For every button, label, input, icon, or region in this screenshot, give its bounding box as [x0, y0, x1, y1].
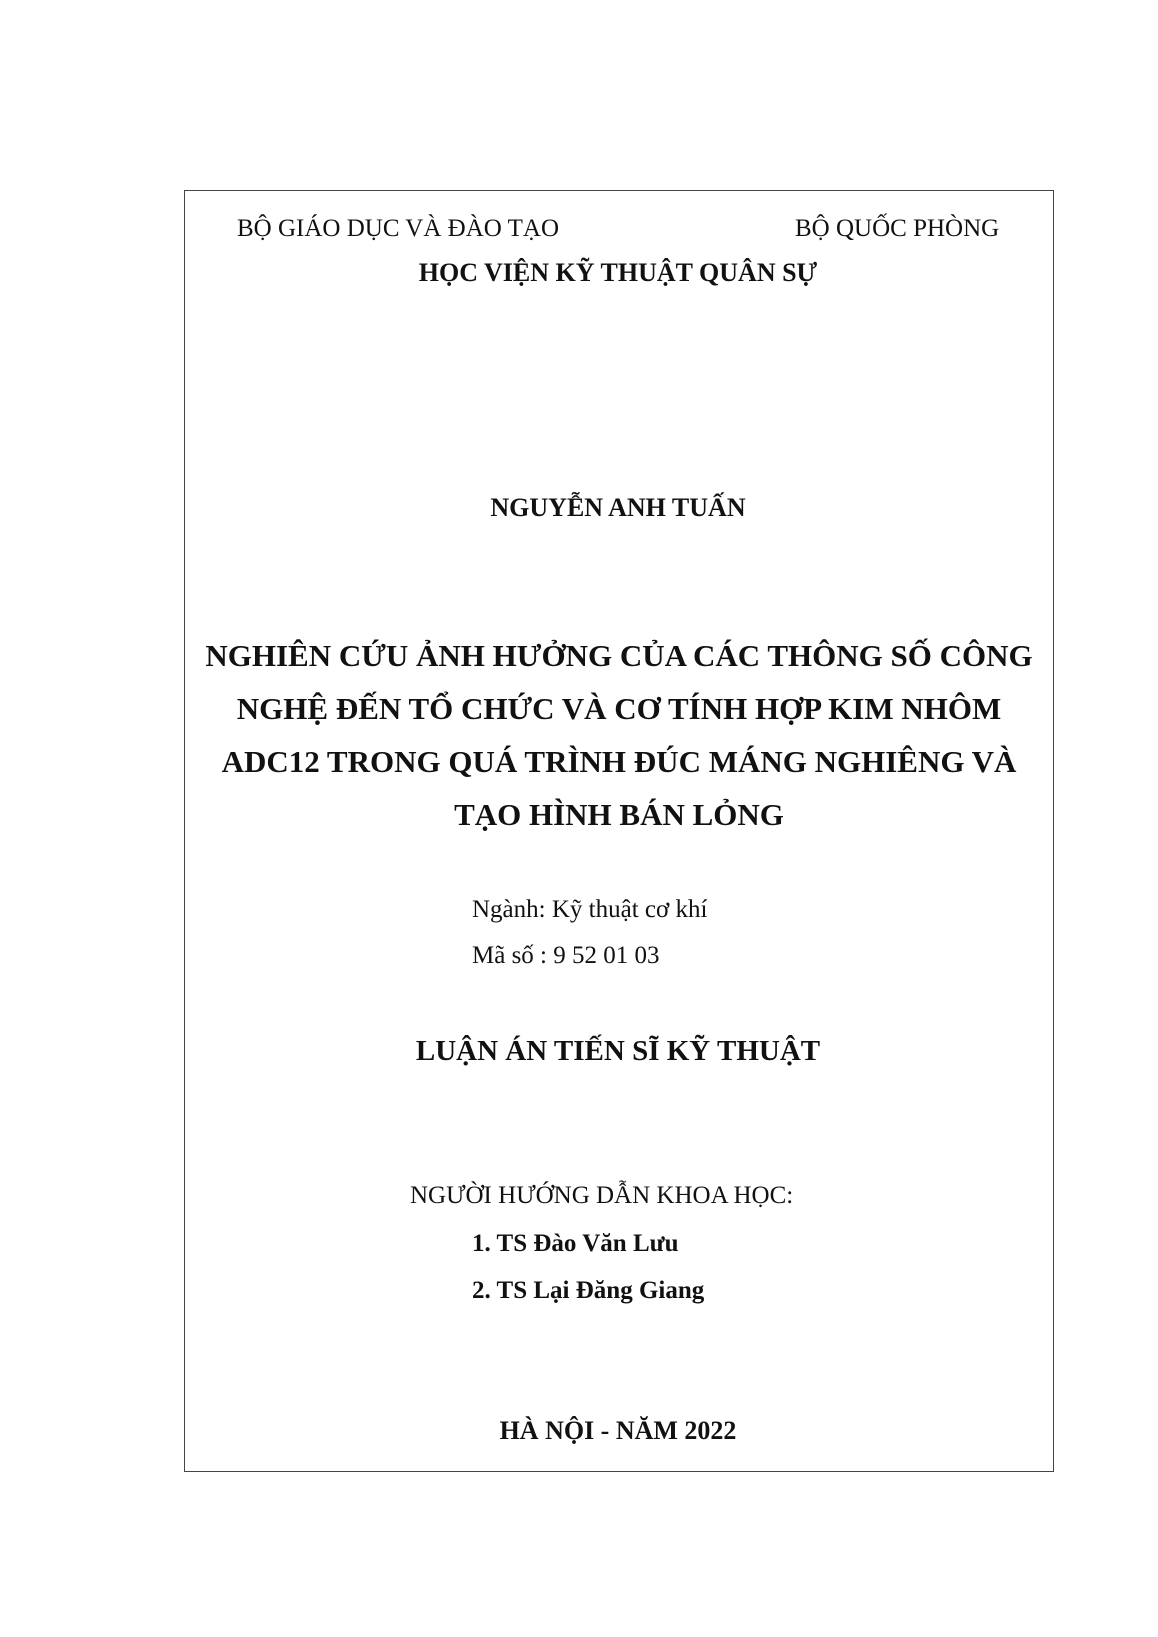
advisor-item: 1. TS Đào Văn Lưu: [472, 1230, 679, 1257]
thesis-title-line: TẠO HÌNH BÁN LỎNG: [454, 797, 784, 832]
thesis-title: [190, 629, 1048, 841]
field-major: Ngành: Kỹ thuật cơ khí: [472, 896, 708, 923]
ministry-education: BỘ GIÁO DỤC VÀ ĐÀO TẠO: [237, 215, 559, 242]
institute-name: HỌC VIỆN KỸ THUẬT QUÂN SỰ: [418, 258, 818, 287]
author-name: NGUYỄN ANH TUẤN: [490, 493, 746, 522]
degree-type: LUẬN ÁN TIẾN SĨ KỸ THUẬT: [415, 1035, 821, 1067]
thesis-title-line: NGHIÊN CỨU ẢNH HƯỞNG CỦA CÁC THÔNG SỐ CÔNG: [205, 638, 1033, 673]
ministry-defense: BỘ QUỐC PHÒNG: [795, 215, 1000, 242]
thesis-title-line: NGHỆ ĐẾN TỔ CHỨC VÀ CƠ TÍNH HỢP KIM NHÔM: [236, 691, 1002, 726]
advisor-item: 2. TS Lại Đăng Giang: [472, 1277, 705, 1304]
thesis-title-line: ADC12 TRONG QUÁ TRÌNH ĐÚC MÁNG NGHIÊNG VÀ: [221, 744, 1017, 779]
field-code: Mã số : 9 52 01 03: [472, 942, 660, 969]
place-year: HÀ NỘI - NĂM 2022: [499, 1416, 737, 1445]
advisors-heading: NGƯỜI HƯỚNG DẪN KHOA HỌC:: [410, 1182, 794, 1209]
